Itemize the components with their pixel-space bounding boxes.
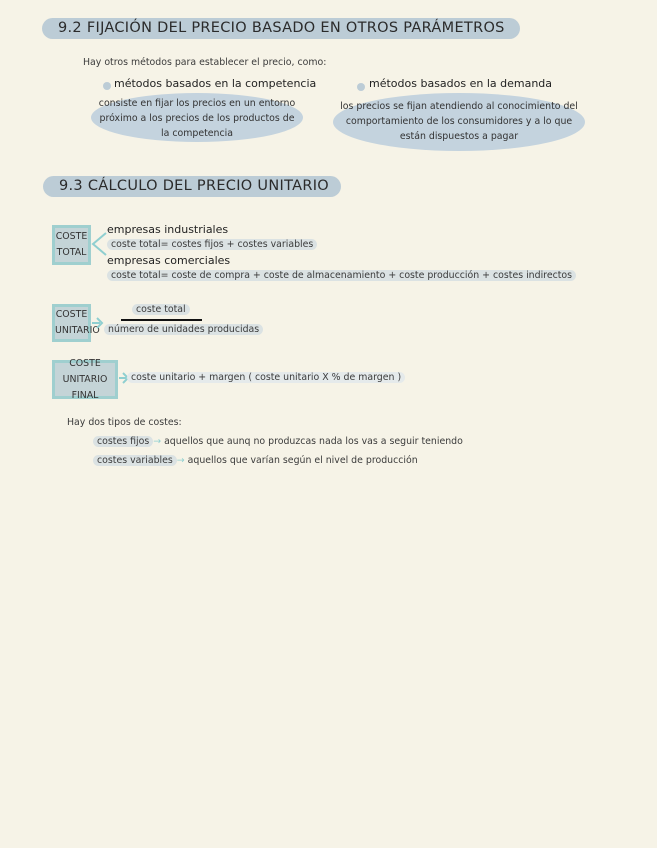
section-92-title: 9.2 FIJACIÓN DEL PRECIO BASADO EN OTROS PARÁMETROS bbox=[42, 18, 520, 39]
branch-arrow-icon bbox=[90, 231, 108, 257]
costes-fijos-row bbox=[93, 436, 463, 447]
demanda-heading: métodos basados en la demanda bbox=[369, 77, 553, 90]
tag-line: TOTAL bbox=[56, 247, 87, 258]
competencia-description bbox=[91, 93, 303, 142]
empresas-comerciales: empresas comerciales bbox=[107, 254, 231, 267]
demanda-line: los precios se fijan atendiendo al conocimiento del bbox=[340, 101, 578, 112]
fraction-denominator bbox=[104, 324, 263, 335]
formula-industriales bbox=[107, 239, 317, 250]
costes-fijos-label: costes fijos bbox=[93, 436, 153, 447]
arrow-icon: → bbox=[176, 455, 185, 466]
competencia-line: la competencia bbox=[161, 128, 233, 139]
coste-unitario-tag bbox=[52, 304, 100, 342]
costes-variables-row bbox=[93, 455, 418, 466]
section-92-intro: Hay otros métodos para establecer el precio, como: bbox=[83, 57, 327, 68]
coste-unitario-final-tag bbox=[52, 357, 118, 401]
section-93-title: 9.3 CÁLCULO DEL PRECIO UNITARIO bbox=[43, 176, 341, 197]
tipos-intro: Hay dos tipos de costes: bbox=[67, 417, 182, 428]
costes-variables-desc: aquellos que varían según el nivel de producción bbox=[187, 455, 418, 466]
costes-fijos-desc: aquellos que aunq no produzcas nada los vas a seguir teniendo bbox=[164, 436, 463, 447]
bullet-dot bbox=[357, 83, 365, 91]
coste-total-tag bbox=[52, 225, 91, 265]
arrow-head-icon bbox=[96, 317, 104, 329]
fraction-numerator bbox=[132, 304, 190, 315]
arrow-icon: → bbox=[153, 436, 162, 447]
bullet-dot bbox=[103, 82, 111, 90]
demanda-line: comportamiento de los consumidores y a lo que bbox=[345, 116, 573, 127]
formula-comerciales-text: coste total= coste de compra + coste de almacenamiento + coste producción + costes indirectos bbox=[107, 270, 576, 281]
tag-line: COSTE bbox=[55, 309, 88, 320]
competencia-line: consiste en fijar los precios en un entorno bbox=[98, 98, 296, 109]
tag-line: COSTE bbox=[69, 357, 101, 369]
tag-line: UNITARIO bbox=[55, 325, 100, 336]
formula-unitario-final bbox=[127, 372, 405, 383]
tag-line: UNITARIO FINAL bbox=[62, 373, 108, 401]
formula-comerciales bbox=[107, 270, 576, 281]
costes-variables-label: costes variables bbox=[93, 455, 177, 466]
formula-unitario-final-text: coste unitario + margen ( coste unitario X % de margen ) bbox=[127, 372, 405, 383]
denominator-text: número de unidades producidas bbox=[104, 324, 263, 335]
tag-line: COSTE bbox=[55, 231, 88, 242]
competencia-line: próximo a los precios de los productos de bbox=[99, 113, 295, 124]
competencia-heading: métodos basados en la competencia bbox=[114, 77, 317, 90]
numerator-text: coste total bbox=[132, 304, 190, 315]
demanda-line: están dispuestos a pagar bbox=[399, 131, 519, 142]
empresas-industriales: empresas industriales bbox=[107, 223, 229, 236]
fraction-bar bbox=[121, 319, 202, 321]
demanda-description bbox=[333, 93, 585, 151]
formula-industriales-text: coste total= costes fijos + costes variables bbox=[107, 239, 317, 250]
